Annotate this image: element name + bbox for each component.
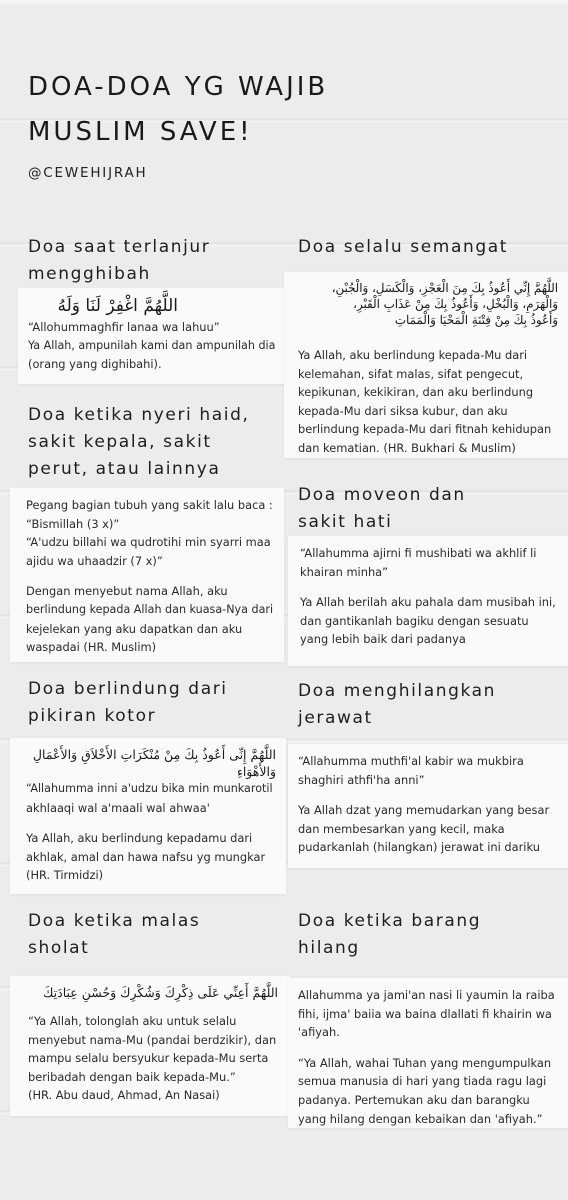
translation-line: semua manusia di hari yang tiada ragu lagi	[298, 1074, 547, 1089]
arabic-text: وَالْهَرَمِ، وَالْبُخْلِ، وَأَعُوذُ بِكَ مِنْ عَذَابِ الْقَبْرِ،	[353, 297, 558, 311]
translation-line: “Ya Allah, tolonglah aku untuk selalu	[28, 1014, 237, 1028]
section-heading-ghibah: Doa saat terlanjur mengghibah	[28, 237, 211, 284]
page-title-line-1: DOA-DOA YG WAJIB	[28, 72, 329, 102]
doa-card-jerawat	[288, 744, 568, 868]
translation-line: kelemahan, sifat malas, sifat pengecut,	[298, 366, 524, 381]
doa-card-moveon	[288, 536, 568, 666]
transliteration: fihi, ijma' baiia wa baina dlallati fi khairin wa	[298, 1006, 552, 1021]
translation-line: Ya Allah, aku berlindung kepada-Mu dari	[298, 348, 528, 362]
transliteration: Allahumma ya jami'an nasi li yaumin la raiba	[298, 988, 555, 1002]
transliteration: shaghiri athfi'ha anni”	[298, 772, 425, 787]
translation-line: (orang yang dighibahi).	[28, 357, 162, 372]
arabic-text: اللَّهُمَّ اغْفِرْ لَنَا وَلَهُ	[57, 296, 178, 316]
doa-card-malas-sholat	[10, 976, 290, 1116]
translation-line: waspadai (HR. Muslim)	[26, 640, 157, 655]
author-handle: @CEWEHIJRAH	[28, 165, 148, 181]
translation-line: kepada-Mu dari siksa kubur, dan aku	[298, 403, 508, 418]
section-heading-barang-hilang: Doa ketika barang hilang	[298, 911, 482, 958]
transliteration: “Allohummaghfir lanaa wa lahuu”	[28, 320, 220, 334]
translation-line: akhlak, amal dan hawa nafsu yg mungkar	[26, 849, 266, 864]
translation-line: beribadah dengan baik kepada-Mu.”	[28, 1069, 236, 1084]
arabic-text: اللَّهُمَّ إِنِّى أَعُوذُ بِكَ مِنْ مُنْكَرَاتِ الأَخْلاَقِ وَالأَعْمَالِ	[32, 747, 276, 762]
transliteration: akhlaaqi wal a'maali wal ahwaa'	[26, 800, 210, 815]
transliteration: ajidu wa uhaadzir (7 x)”	[26, 553, 163, 568]
section-heading-pikiran-kotor: Doa berlindung dari pikiran kotor	[28, 679, 228, 726]
section-heading-semangat: Doa selalu semangat	[298, 237, 509, 257]
translation-line: yang lebih baik dari padanya	[300, 632, 466, 647]
translation-line: padanya. Pertemukan aku dan barangku	[298, 1092, 530, 1107]
doa-card-barang-hilang	[288, 978, 568, 1128]
translation-line: (HR. Tirmidzi)	[26, 868, 104, 883]
translation-line: Ya Allah, aku berlindung kepadamu dari	[26, 831, 253, 846]
arabic-text: اللَّهُمَّ أَعِنِّي عَلَى ذِكْرِكَ وَشُكْرِكَ وَحُسْنِ عِبَادَتِكَ	[43, 985, 278, 1000]
doa-card-ghibah	[18, 288, 288, 384]
translation-line: Ya Allah, ampunilah kami dan ampunilah dia	[28, 338, 276, 352]
translation-line: Dengan menyebut nama Allah, aku	[26, 584, 228, 599]
section-heading-nyeri: Doa ketika nyeri haid, sakit kepala, sakit perut, atau lainnya	[28, 405, 250, 479]
transliteration: “Allahumma ajirni fi mushibati wa akhlif li	[300, 546, 537, 560]
section-heading-malas-sholat: Doa ketika malas sholat	[28, 911, 201, 958]
transliteration: “A'udzu billahi wa qudrotihi min syarri maa	[26, 535, 271, 550]
instruction-line: Pegang bagian tubuh yang sakit lalu baca :	[26, 498, 273, 512]
arabic-text: وَأَعُوذُ بِكَ مِنْ فِتْنَةِ الْمَحْيَا وَالْمَمَاتِ	[394, 313, 558, 327]
arabic-text: وَالأَهْوَاءِ	[236, 764, 276, 779]
transliteration: khairan minha”	[300, 564, 389, 579]
translation-line: Ya Allah berilah aku pahala dam musibah ini,	[300, 595, 556, 610]
translation-line: kejelekan yang aku dapatkan dan aku	[26, 621, 243, 636]
translation-line: (HR. Abu daud, Ahmad, An Nasai)	[28, 1088, 220, 1103]
transliteration: “Bismillah (3 x)”	[26, 516, 120, 531]
translation-line: berlindung kepada-Mu dari fitnah kehidupan	[298, 422, 552, 437]
translation-line: menyebut nama-Mu (pandai berdzikir), dan	[28, 1032, 277, 1047]
translation-line: yang hilang dengan kebaikan dan 'afiyah.”	[298, 1111, 543, 1126]
section-heading-jerawat: Doa menghilangkan jerawat	[298, 681, 497, 728]
page-title-line-2: MUSLIM SAVE!	[28, 117, 253, 147]
translation-line: Ya Allah dzat yang memudarkan yang besar	[298, 803, 550, 818]
doa-card-nyeri	[10, 488, 284, 662]
translation-line: berlindung kepada Allah dan kuasa-Nya dari	[26, 602, 274, 616]
translation-line: kepikunan, kekikiran, dan aku berlindung	[298, 385, 534, 400]
translation-line: pudarkanlah (hilangkan) jerawat ini dariku	[298, 840, 540, 855]
transliteration: 'afiyah.	[298, 1025, 340, 1040]
translation-line: mampu selalu bersyukur kepada-Mu serta	[28, 1051, 269, 1066]
doa-card-pikiran-kotor	[10, 738, 286, 894]
transliteration: “Allahumma inni a'udzu bika min munkarotil	[26, 782, 273, 795]
translation-line: dan gantikanlah bagiku dengan sesuatu	[300, 613, 529, 628]
translation-line: dan kematian. (HR. Bukhari & Muslim)	[298, 440, 516, 455]
section-heading-moveon: Doa moveon dan sakit hati	[298, 485, 466, 532]
doa-card-semangat	[284, 272, 568, 458]
translation-line: dan membesarkan yang kecil, maka	[298, 821, 505, 836]
translation-line: “Ya Allah, wahai Tuhan yang mengumpulkan	[298, 1055, 552, 1070]
transliteration: “Allahumma muthfi'al kabir wa mukbira	[298, 754, 524, 768]
arabic-text: اللَّهُمَّ إِنِّي أَعُوذُ بِكَ مِنَ الْعَجْزِ، وَالْكَسَلِ، وَالْجُبْنِ،	[331, 281, 558, 295]
